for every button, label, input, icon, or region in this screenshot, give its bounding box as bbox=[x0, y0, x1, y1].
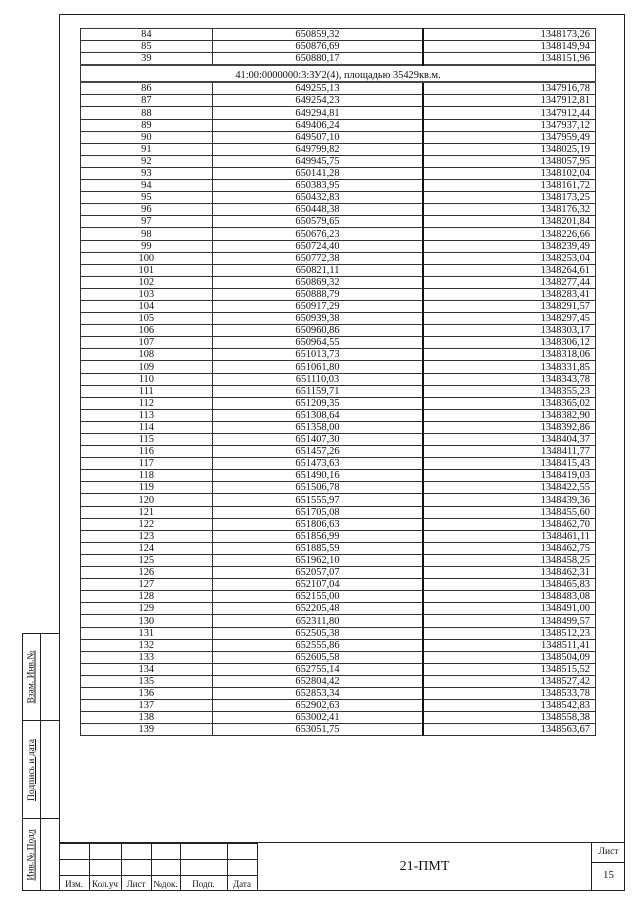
coord-y: 1348533,78 bbox=[423, 687, 595, 699]
point-number: 105 bbox=[81, 313, 213, 325]
table-row bbox=[81, 458, 596, 470]
coord-x: 651490,16 bbox=[212, 470, 423, 482]
title-block bbox=[59, 842, 625, 891]
coord-y: 1348149,94 bbox=[423, 41, 595, 53]
coord-y: 1348297,45 bbox=[423, 313, 595, 325]
coord-x: 649507,10 bbox=[212, 131, 423, 143]
point-number: 119 bbox=[81, 482, 213, 494]
coord-x: 652555,86 bbox=[212, 639, 423, 651]
coord-x: 651159,71 bbox=[212, 385, 423, 397]
table-row bbox=[81, 192, 596, 204]
coord-x: 650917,29 bbox=[212, 300, 423, 312]
point-number: 124 bbox=[81, 542, 213, 554]
coord-x: 652804,42 bbox=[212, 675, 423, 687]
table-row bbox=[81, 325, 596, 337]
coord-x: 651013,73 bbox=[212, 349, 423, 361]
coord-y: 1348415,43 bbox=[423, 458, 595, 470]
coord-y: 1348515,52 bbox=[423, 663, 595, 675]
coord-x: 653051,75 bbox=[212, 724, 423, 736]
side-label-podpis: Подпись и дата bbox=[26, 738, 37, 801]
side-label-inv-podl: Инв.№ Подл bbox=[26, 828, 37, 881]
coord-y: 1348439,36 bbox=[423, 494, 595, 506]
table-row bbox=[81, 385, 596, 397]
coord-x: 652107,04 bbox=[212, 579, 423, 591]
table-row bbox=[81, 41, 596, 53]
coord-x: 651358,00 bbox=[212, 421, 423, 433]
point-number: 101 bbox=[81, 264, 213, 276]
coord-y: 1348201,84 bbox=[423, 216, 595, 228]
coord-y: 1348025,19 bbox=[423, 143, 595, 155]
coord-x: 652057,07 bbox=[212, 567, 423, 579]
coord-x: 652311,80 bbox=[212, 615, 423, 627]
coord-y: 1348465,83 bbox=[423, 579, 595, 591]
point-number: 115 bbox=[81, 434, 213, 446]
coord-y: 1348173,26 bbox=[423, 29, 595, 41]
point-number: 85 bbox=[81, 41, 213, 53]
point-number: 112 bbox=[81, 397, 213, 409]
table-row bbox=[81, 276, 596, 288]
coord-x: 650579,65 bbox=[212, 216, 423, 228]
point-number: 94 bbox=[81, 180, 213, 192]
coord-y: 1348462,75 bbox=[423, 542, 595, 554]
coord-x: 651962,10 bbox=[212, 554, 423, 566]
point-number: 108 bbox=[81, 349, 213, 361]
coord-x: 650880,17 bbox=[212, 53, 423, 66]
point-number: 91 bbox=[81, 143, 213, 155]
table-row bbox=[81, 639, 596, 651]
point-number: 110 bbox=[81, 373, 213, 385]
table-row bbox=[81, 518, 596, 530]
table-row bbox=[81, 180, 596, 192]
table-row bbox=[81, 361, 596, 373]
coord-y: 1348422,55 bbox=[423, 482, 595, 494]
coord-y: 1348491,00 bbox=[423, 603, 595, 615]
point-number: 39 bbox=[81, 53, 213, 66]
point-number: 117 bbox=[81, 458, 213, 470]
point-number: 137 bbox=[81, 700, 213, 712]
coord-x: 649406,24 bbox=[212, 119, 423, 131]
table-row bbox=[81, 349, 596, 361]
point-number: 97 bbox=[81, 216, 213, 228]
table-row bbox=[81, 651, 596, 663]
table-row bbox=[81, 337, 596, 349]
point-number: 111 bbox=[81, 385, 213, 397]
table-row bbox=[81, 567, 596, 579]
point-number: 96 bbox=[81, 204, 213, 216]
coord-x: 652505,38 bbox=[212, 627, 423, 639]
point-number: 90 bbox=[81, 131, 213, 143]
point-number: 125 bbox=[81, 554, 213, 566]
table-row bbox=[81, 95, 596, 107]
coord-y: 1348253,04 bbox=[423, 252, 595, 264]
table-row bbox=[81, 155, 596, 167]
point-number: 126 bbox=[81, 567, 213, 579]
table-row bbox=[81, 82, 596, 95]
point-number: 139 bbox=[81, 724, 213, 736]
table-row bbox=[81, 216, 596, 228]
coord-y: 1347916,78 bbox=[423, 82, 595, 95]
point-number: 87 bbox=[81, 95, 213, 107]
coord-x: 650676,23 bbox=[212, 228, 423, 240]
section-header bbox=[81, 65, 596, 82]
side-stamp-vzam bbox=[22, 633, 59, 721]
stamp-header-kol-uch: Кол.уч bbox=[92, 879, 118, 889]
table-row bbox=[81, 482, 596, 494]
coord-x: 650964,55 bbox=[212, 337, 423, 349]
table-row bbox=[81, 554, 596, 566]
stamp-header-ndok: №док. bbox=[153, 879, 178, 889]
coord-x: 652605,58 bbox=[212, 651, 423, 663]
coord-x: 651506,78 bbox=[212, 482, 423, 494]
point-number: 127 bbox=[81, 579, 213, 591]
coord-x: 650939,38 bbox=[212, 313, 423, 325]
table-row bbox=[81, 603, 596, 615]
coord-x: 650876,69 bbox=[212, 41, 423, 53]
coord-y: 1348411,77 bbox=[423, 446, 595, 458]
table-row bbox=[81, 300, 596, 312]
coord-x: 651457,26 bbox=[212, 446, 423, 458]
coordinates-top-rows bbox=[81, 29, 596, 66]
coord-y: 1348462,70 bbox=[423, 518, 595, 530]
point-number: 104 bbox=[81, 300, 213, 312]
point-number: 100 bbox=[81, 252, 213, 264]
coord-y: 1348558,38 bbox=[423, 712, 595, 724]
coord-x: 650821,11 bbox=[212, 264, 423, 276]
coord-y: 1347912,81 bbox=[423, 95, 595, 107]
point-number: 99 bbox=[81, 240, 213, 252]
point-number: 116 bbox=[81, 446, 213, 458]
coord-y: 1348176,32 bbox=[423, 204, 595, 216]
coord-x: 650960,86 bbox=[212, 325, 423, 337]
coord-x: 651407,30 bbox=[212, 434, 423, 446]
coord-y: 1348306,12 bbox=[423, 337, 595, 349]
point-number: 129 bbox=[81, 603, 213, 615]
coord-y: 1348461,11 bbox=[423, 530, 595, 542]
coord-x: 650888,79 bbox=[212, 288, 423, 300]
table-row bbox=[81, 240, 596, 252]
side-stamp-inv-podl bbox=[22, 819, 59, 891]
coord-y: 1348455,60 bbox=[423, 506, 595, 518]
coord-x: 650383,95 bbox=[212, 180, 423, 192]
side-stamp-podpis bbox=[22, 721, 59, 819]
coord-y: 1348277,44 bbox=[423, 276, 595, 288]
coord-x: 650772,38 bbox=[212, 252, 423, 264]
table-row bbox=[81, 397, 596, 409]
table-row bbox=[81, 313, 596, 325]
coord-x: 649945,75 bbox=[212, 155, 423, 167]
point-number: 103 bbox=[81, 288, 213, 300]
table-row bbox=[81, 530, 596, 542]
coord-x: 651885,59 bbox=[212, 542, 423, 554]
coord-y: 1348057,95 bbox=[423, 155, 595, 167]
coord-y: 1348303,17 bbox=[423, 325, 595, 337]
coord-x: 649255,13 bbox=[212, 82, 423, 95]
coord-x: 652755,14 bbox=[212, 663, 423, 675]
coord-x: 651061,80 bbox=[212, 361, 423, 373]
coord-y: 1348365,02 bbox=[423, 397, 595, 409]
table-row bbox=[81, 579, 596, 591]
point-number: 131 bbox=[81, 627, 213, 639]
table-row bbox=[81, 143, 596, 155]
coord-y: 1348499,57 bbox=[423, 615, 595, 627]
coord-x: 653002,41 bbox=[212, 712, 423, 724]
table-row bbox=[81, 675, 596, 687]
point-number: 88 bbox=[81, 107, 213, 119]
table-row bbox=[81, 446, 596, 458]
coord-x: 652155,00 bbox=[212, 591, 423, 603]
point-number: 122 bbox=[81, 518, 213, 530]
point-number: 84 bbox=[81, 29, 213, 41]
point-number: 89 bbox=[81, 119, 213, 131]
coord-y: 1348318,06 bbox=[423, 349, 595, 361]
point-number: 114 bbox=[81, 421, 213, 433]
point-number: 132 bbox=[81, 639, 213, 651]
coordinates-rows bbox=[81, 82, 596, 736]
coord-y: 1348382,90 bbox=[423, 409, 595, 421]
coord-y: 1348511,41 bbox=[423, 639, 595, 651]
coord-x: 650448,38 bbox=[212, 204, 423, 216]
table-row bbox=[81, 663, 596, 675]
coord-y: 1348151,96 bbox=[423, 53, 595, 66]
point-number: 107 bbox=[81, 337, 213, 349]
coord-x: 649254,23 bbox=[212, 95, 423, 107]
coord-y: 1348462,31 bbox=[423, 567, 595, 579]
coord-x: 650724,40 bbox=[212, 240, 423, 252]
coord-y: 1348542,83 bbox=[423, 700, 595, 712]
point-number: 138 bbox=[81, 712, 213, 724]
sheet-number: 15 bbox=[603, 869, 614, 881]
coord-y: 1347937,12 bbox=[423, 119, 595, 131]
coord-x: 650432,83 bbox=[212, 192, 423, 204]
point-number: 121 bbox=[81, 506, 213, 518]
table-row bbox=[81, 228, 596, 240]
point-number: 113 bbox=[81, 409, 213, 421]
table-row bbox=[81, 700, 596, 712]
table-row bbox=[81, 591, 596, 603]
coord-x: 649294,81 bbox=[212, 107, 423, 119]
side-label-vzam: Взам. Инв.№ bbox=[26, 650, 37, 704]
table-row bbox=[81, 131, 596, 143]
point-number: 135 bbox=[81, 675, 213, 687]
coord-y: 1348173,25 bbox=[423, 192, 595, 204]
coord-y: 1348392,86 bbox=[423, 421, 595, 433]
coord-x: 651705,08 bbox=[212, 506, 423, 518]
table-row bbox=[81, 687, 596, 699]
table-row bbox=[81, 107, 596, 119]
coord-x: 650869,32 bbox=[212, 276, 423, 288]
coord-x: 650141,28 bbox=[212, 167, 423, 179]
point-number: 136 bbox=[81, 687, 213, 699]
coord-y: 1348331,85 bbox=[423, 361, 595, 373]
table-row bbox=[81, 494, 596, 506]
coord-y: 1348283,41 bbox=[423, 288, 595, 300]
table-row bbox=[81, 373, 596, 385]
coord-y: 1348239,49 bbox=[423, 240, 595, 252]
point-number: 106 bbox=[81, 325, 213, 337]
table-row bbox=[81, 409, 596, 421]
coord-y: 1348291,57 bbox=[423, 300, 595, 312]
table-row bbox=[81, 53, 596, 66]
point-number: 93 bbox=[81, 167, 213, 179]
table-row bbox=[81, 615, 596, 627]
table-row bbox=[81, 167, 596, 179]
point-number: 109 bbox=[81, 361, 213, 373]
coord-y: 1347912,44 bbox=[423, 107, 595, 119]
coordinates-table bbox=[80, 28, 596, 736]
point-number: 95 bbox=[81, 192, 213, 204]
coord-x: 652205,48 bbox=[212, 603, 423, 615]
point-number: 118 bbox=[81, 470, 213, 482]
point-number: 120 bbox=[81, 494, 213, 506]
point-number: 98 bbox=[81, 228, 213, 240]
coord-y: 1348343,78 bbox=[423, 373, 595, 385]
point-number: 102 bbox=[81, 276, 213, 288]
coord-y: 1348226,66 bbox=[423, 228, 595, 240]
coord-x: 651555,97 bbox=[212, 494, 423, 506]
table-row bbox=[81, 119, 596, 131]
coord-y: 1348161,72 bbox=[423, 180, 595, 192]
point-number: 86 bbox=[81, 82, 213, 95]
table-row bbox=[81, 434, 596, 446]
coord-y: 1348527,42 bbox=[423, 675, 595, 687]
coord-x: 651209,35 bbox=[212, 397, 423, 409]
coord-x: 649799,82 bbox=[212, 143, 423, 155]
table-row bbox=[81, 288, 596, 300]
point-number: 133 bbox=[81, 651, 213, 663]
coord-y: 1348563,67 bbox=[423, 724, 595, 736]
point-number: 134 bbox=[81, 663, 213, 675]
coord-x: 650859,32 bbox=[212, 29, 423, 41]
coord-y: 1348419,03 bbox=[423, 470, 595, 482]
table-row bbox=[81, 542, 596, 554]
table-row bbox=[81, 264, 596, 276]
table-row bbox=[81, 712, 596, 724]
coord-x: 651110,03 bbox=[212, 373, 423, 385]
coord-x: 652902,63 bbox=[212, 700, 423, 712]
coord-y: 1348504,09 bbox=[423, 651, 595, 663]
coord-y: 1348102,04 bbox=[423, 167, 595, 179]
coord-y: 1348458,25 bbox=[423, 554, 595, 566]
table-row bbox=[81, 29, 596, 41]
coord-x: 651473,63 bbox=[212, 458, 423, 470]
coord-x: 652853,34 bbox=[212, 687, 423, 699]
coord-y: 1348264,61 bbox=[423, 264, 595, 276]
table-row bbox=[81, 724, 596, 736]
table-row bbox=[81, 627, 596, 639]
section-title: 41:00:0000000:3:ЗУ2(4), площадью 35429кв.м. bbox=[81, 65, 596, 82]
coord-x: 651806,63 bbox=[212, 518, 423, 530]
stamp-header-data: Дата bbox=[233, 879, 251, 889]
coord-x: 651308,64 bbox=[212, 409, 423, 421]
table-row bbox=[81, 252, 596, 264]
coord-y: 1348355,23 bbox=[423, 385, 595, 397]
stamp-header-podp: Подп. bbox=[192, 879, 215, 889]
document-code: 21-ПМТ bbox=[399, 859, 450, 874]
point-number: 128 bbox=[81, 591, 213, 603]
point-number: 123 bbox=[81, 530, 213, 542]
table-row bbox=[81, 506, 596, 518]
stamp-header-list: Лист bbox=[126, 879, 146, 889]
point-number: 130 bbox=[81, 615, 213, 627]
sheet-label: Лист bbox=[598, 847, 619, 857]
coord-y: 1347959,49 bbox=[423, 131, 595, 143]
table-row bbox=[81, 204, 596, 216]
coord-y: 1348404,37 bbox=[423, 434, 595, 446]
stamp-header-izm: Изм. bbox=[65, 879, 83, 889]
point-number: 92 bbox=[81, 155, 213, 167]
table-row bbox=[81, 470, 596, 482]
coord-x: 651856,99 bbox=[212, 530, 423, 542]
table-row bbox=[81, 421, 596, 433]
coord-y: 1348483,08 bbox=[423, 591, 595, 603]
coord-y: 1348512,23 bbox=[423, 627, 595, 639]
